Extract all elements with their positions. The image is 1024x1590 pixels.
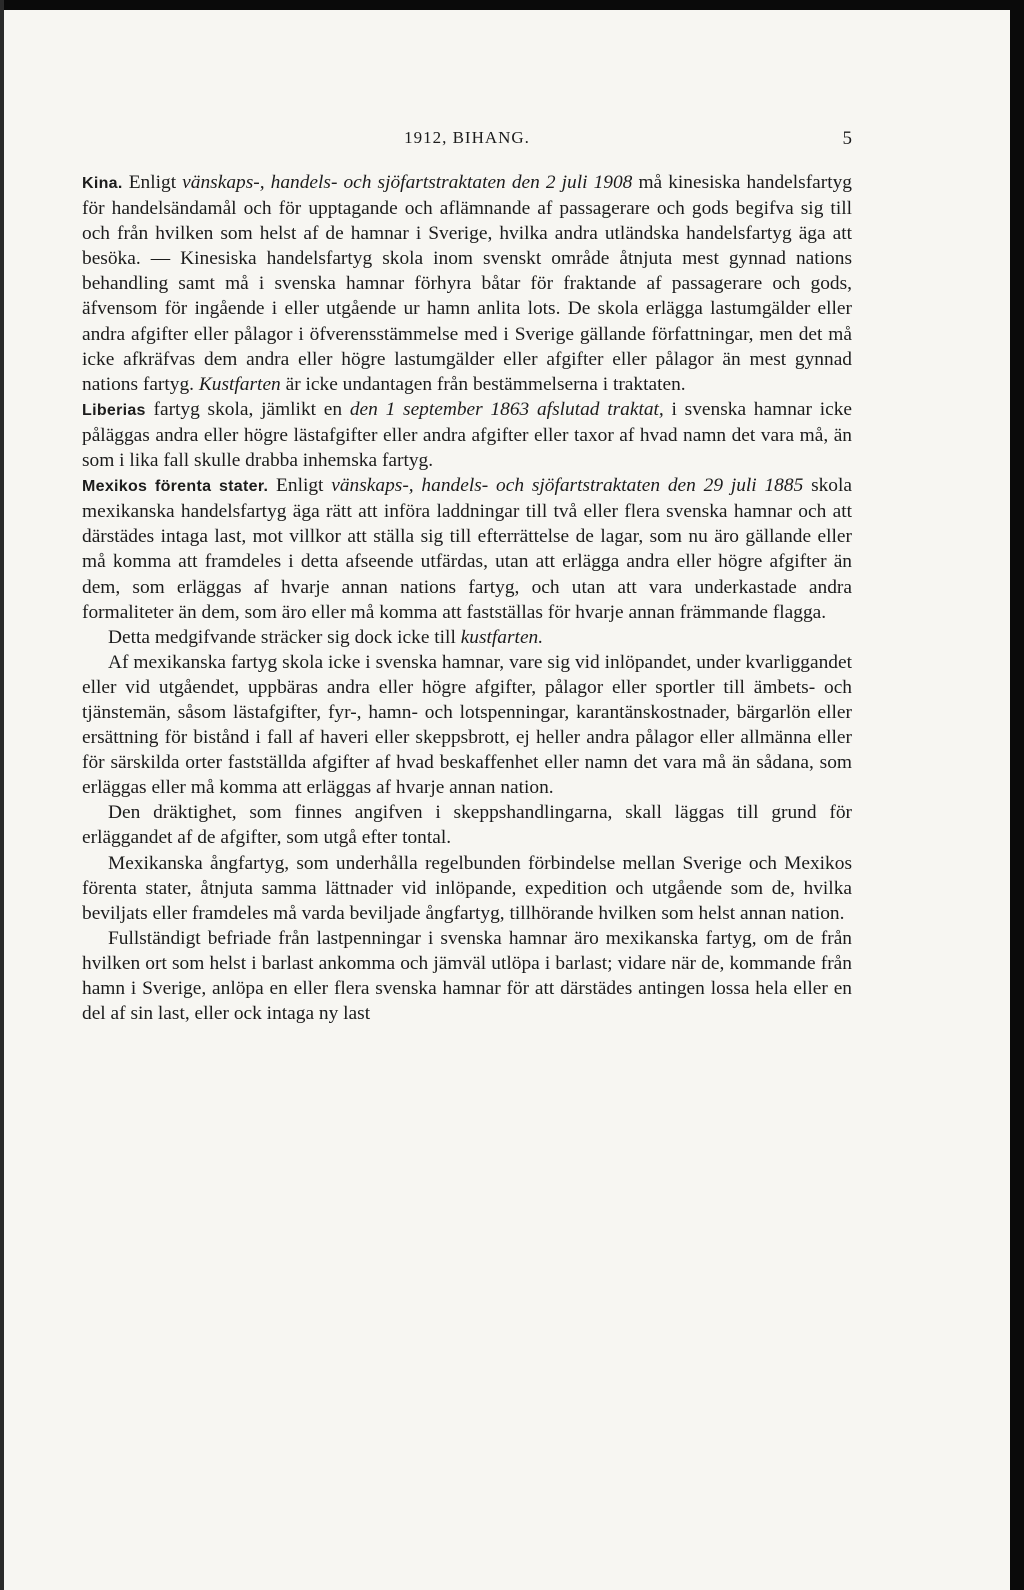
paragraph-den-draktighet: Den dräktighet, som finnes angifven i skeppshandlingarna, skall läggas till grund för erläggandet af de afgifter, som utgå efter tontal. [82, 802, 852, 849]
scan-border-right [1010, 0, 1024, 1590]
page-header [82, 128, 852, 152]
scan-border-left [0, 0, 4, 1590]
text-run: är icke undantagen från bestämmelserna i traktaten. [280, 373, 686, 395]
section-title-kina: Kina. [82, 175, 123, 192]
scan-border-top [0, 0, 1024, 10]
paragraph-mexikanska-angfartyg: Mexikanska ångfartyg, som underhålla regelbunden förbindelse mellan Sverige och Mexikos förenta stater, åtnjuta samma lättnader vid inlöpande, expedition och utgående som de, hvilka beviljats eller framdeles må varda beviljade ångfartyg, tillhörande hvilken som helst annan nation. [82, 852, 852, 924]
section-title-mexiko: Mexikos förenta stater. [82, 478, 269, 496]
text-run: fartyg skola, jämlikt en [145, 398, 350, 420]
italic-term: Kustfarten [198, 373, 281, 395]
text-run: Enligt [268, 475, 332, 497]
text-run: i svenska hamnar icke påläggas andra eller högre lästafgifter eller andra afgifter eller taxor af hvad namn det vara må, än som i lika fall skulle drabba inhemska fartyg. [82, 398, 852, 472]
text-run: må kinesiska handelsfartyg för handelsändamål och för upptagande och aflämnande af passagerare och gods begifva sig till och från hvilken som helst af de hamnar i Sverige, hvilka andra utländska handelsfartyg äga att besöka. — Kinesiska handelsfartyg skola inom svenskt område åtnjuta mest gynnad nations behandling samt må i svenska hamnar förhyra båtar för fraktande af passagerare och gods, äfvensom för ingående i eller utgående ur hamn anlita lots. De skola erlägga lastumgälder eller andra afgifter eller pålagor i öfverensstämmelse med i Sverige gällande författningar, men det må icke afkräfvas dem andra eller högre lastumgälder eller afgifter eller pålagor än mest gynnad nations fartyg. [82, 172, 852, 395]
section-title-liberia: Liberias [82, 401, 146, 419]
text-run: Enligt [122, 172, 183, 193]
paragraph-detta [82, 625, 852, 650]
text-run: skola mexikanska handelsfartyg äga rätt att införa laddningar till två eller flera svenska hamnar och att därstädes intaga last, mot villkor att ställa sig till efterrättelse de lagar, som nu äro gällande eller må komma att framdeles i detta afseende utfärdas, utan att erlägga andra eller högre afgifter än dem, som erläggas af hvarje annan nations fartyg, och utan att vara underkastade andra formaliteter än dem, som äro eller må komma att fastställas för hvarje annan främmande flagga. [82, 475, 853, 623]
paragraph-af-mexikanska: Af mexikanska fartyg skola icke i svenska hamnar, vare sig vid inlöpandet, under kvarliggandet eller vid utgåendet, uppbäras andra eller högre afgifter, pålagor eller sportler till ämbets- och tjänstemän, såsom lästafgifter, fyr-, hamn- och lotspenningar, karantänskostnader, bärgarlön eller ersättning för bistånd i fall af haveri eller skeppsbrott, ej heller andra pålagor eller allmänna eller för särskilda orter fastställda afgifter af hvad beskaffenhet eller namn det vara må än sådana, som erläggas eller må komma att erläggas af hvarje annan nation. [82, 651, 852, 799]
treaty-reference: vänskaps-, handels- och sjöfartstraktaten den 2 juli 1908 [182, 172, 633, 193]
treaty-reference: vänskaps-, handels- och sjöfartstraktaten den 29 juli 1885 [331, 475, 804, 497]
paragraph-fullstandigt: Fullständigt befriade från lastpenningar i svenska hamnar äro mexikanska fartyg, om de från hvilken ort som helst i barlast ankomma och jämväl utlöpa i barlast; vidare när de, kommande från hamn i Sverige, anlöpa en eller flera svenska hamnar för att därstädes antingen lossa hela eller en del af sin last, eller ock intaga ny last [82, 927, 852, 1025]
page-body [82, 170, 852, 1026]
page-number: 5 [842, 128, 852, 149]
treaty-reference: den 1 september 1863 afslutad traktat, [349, 398, 664, 420]
italic-term: kustfarten. [460, 626, 544, 648]
text-run: Detta medgifvande sträcker sig dock icke till [108, 626, 461, 648]
paragraph-liberia [82, 397, 852, 473]
paragraph-mexiko [82, 473, 852, 625]
paragraph-kina [82, 170, 852, 397]
running-head: 1912, BIHANG. [404, 128, 530, 147]
